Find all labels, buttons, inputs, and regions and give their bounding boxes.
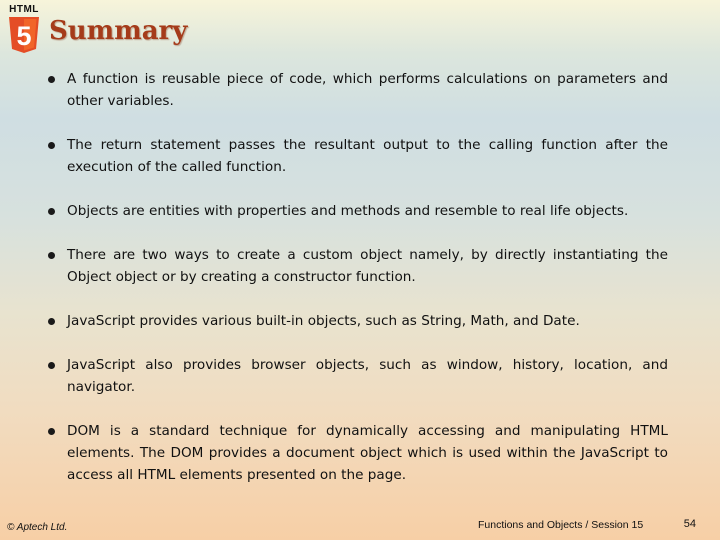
copyright-text: © Aptech Ltd. <box>7 522 68 533</box>
summary-item-text: DOM is a standard technique for dynamically accessing and manipulating HTML elements. The DOM provides a document object which is used within the JavaScript to access all HTML elements presented on the page. <box>67 423 668 483</box>
html5-logo <box>6 4 42 56</box>
summary-item <box>46 244 668 288</box>
summary-item-text: JavaScript also provides browser objects, such as window, history, location, and navigator. <box>67 357 668 395</box>
page-title: Summary <box>49 16 188 46</box>
summary-item-text: Objects are entities with properties and methods and resemble to real life objects. <box>67 203 629 219</box>
summary-list <box>46 68 668 486</box>
logo-number: 5 <box>16 21 32 51</box>
summary-item-text: JavaScript provides various built-in objects, such as String, Math, and Date. <box>67 313 580 329</box>
summary-item-text: A function is reusable piece of code, which performs calculations on parameters and other variables. <box>67 71 668 109</box>
summary-item <box>46 354 668 398</box>
bullet-icon <box>48 76 55 83</box>
session-label: Functions and Objects / Session 15 <box>478 519 644 531</box>
summary-item <box>46 200 668 222</box>
summary-item <box>46 310 668 332</box>
summary-item-text: There are two ways to create a custom object namely, by directly instantiating the Object object or by creating a constructor function. <box>67 247 668 285</box>
bullet-icon <box>48 208 55 215</box>
bullet-icon <box>48 362 55 369</box>
bullet-icon <box>48 142 55 149</box>
html5-shield-icon <box>8 16 40 54</box>
logo-label: HTML <box>9 4 39 15</box>
bullet-icon <box>48 318 55 325</box>
summary-item <box>46 68 668 112</box>
page-number: 54 <box>683 518 696 530</box>
summary-item <box>46 420 668 486</box>
bullet-icon <box>48 428 55 435</box>
summary-item <box>46 134 668 178</box>
summary-item-text: The return statement passes the resultant output to the calling function after the execution of the called function. <box>67 137 668 175</box>
bullet-icon <box>48 252 55 259</box>
